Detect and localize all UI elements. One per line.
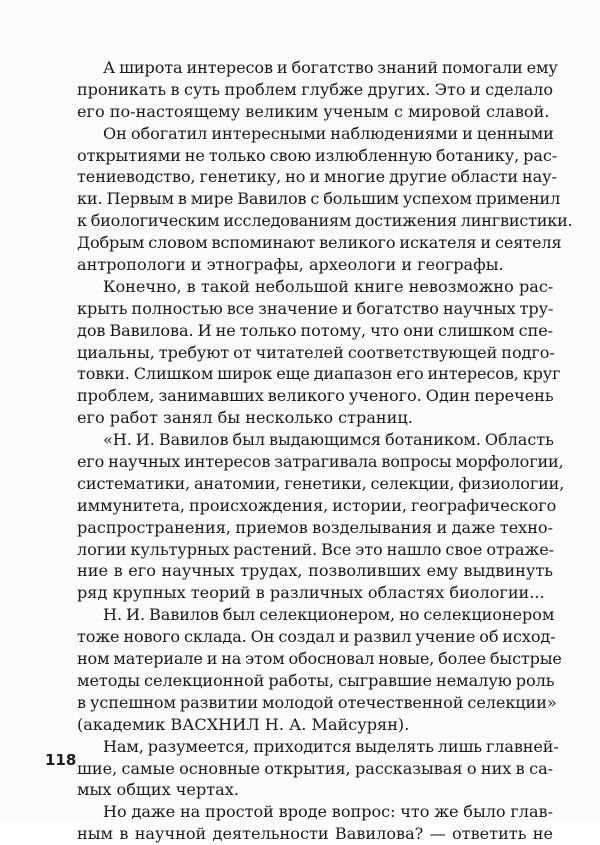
paragraph-3 bbox=[77, 276, 561, 429]
text-line: проблем, занимавших великого ученого. Один перечень bbox=[77, 386, 554, 406]
text-line: товки. Слишком широк еще диапазон его интересов, круг bbox=[77, 364, 561, 384]
text-line: «Н. И. Вавилов был выдающимся ботаником. Область bbox=[103, 430, 554, 450]
text-line: ном материале и на этом обосновал новые, более быстрые bbox=[77, 649, 562, 669]
paragraph-6 bbox=[77, 736, 559, 802]
text-line: Конечно, в такой небольшой книге невозможно рас- bbox=[103, 276, 554, 296]
text-line: логии культурных растений. Все это нашло свое отраже- bbox=[77, 539, 554, 559]
paragraph-2 bbox=[77, 123, 573, 276]
text-line: его научных интересов затрагивала вопросы морфологии, bbox=[77, 452, 564, 472]
page-number: 118 bbox=[45, 751, 77, 769]
text-line: открытиями не только свою излюбленную ботанику, рас- bbox=[77, 145, 558, 165]
text-line: дов Вавилова. И не только потому, что они слишком спе- bbox=[77, 320, 553, 340]
text-line: методы селекционной работы, сыгравшие немалую роль bbox=[77, 670, 555, 690]
text-line: его работ занял бы несколько страниц. bbox=[77, 408, 413, 428]
text-line: А широта интересов и богатство знаний помогали ему bbox=[103, 58, 558, 77]
text-line: его по-настоящему великим ученым с мировой славой. bbox=[77, 101, 550, 121]
text-line: иммунитета, происхождения, истории, географического bbox=[77, 495, 557, 515]
text-line: крыть полностью все значение и богатство научных тру- bbox=[77, 298, 554, 318]
text-line: в успешном развитии молодой отечественной селекции» bbox=[77, 692, 557, 712]
text-line: ряд крупных теорий в различных областях биологии... bbox=[77, 583, 545, 603]
text-line: Нам, разумеется, приходится выделять лишь главней- bbox=[103, 736, 559, 756]
paragraph-4 bbox=[77, 429, 565, 604]
text-line: распространения, приемов возделывания и даже техно- bbox=[77, 517, 553, 537]
text-line: ние в его научных трудах, позволивших ему выдвинуть bbox=[77, 561, 553, 581]
text-line: проникать в суть проблем глубже других. Это и сделало bbox=[77, 79, 553, 99]
text-line: Добрым словом вспоминают великого искателя и сеятеля bbox=[77, 233, 562, 253]
text-line: циальны, требуют от читателей соответствующей подго- bbox=[77, 342, 555, 362]
text-line: ным в научной деятельности Вавилова? — ответить не bbox=[77, 824, 553, 844]
paragraph-5 bbox=[77, 604, 562, 735]
text-line: мых общих чертах. bbox=[77, 780, 239, 800]
paragraph-1 bbox=[77, 57, 558, 123]
text-line: антропологи и этнографы, археологи и географы. bbox=[77, 255, 504, 275]
body-text bbox=[77, 57, 573, 845]
text-line: систематики, анатомии, генетики, селекции, физиологии, bbox=[77, 473, 565, 493]
text-line: тениеводство, генетику, но и многие другие области нау- bbox=[77, 167, 557, 187]
text-line: шие, самые основные открытия, рассказывая о них в са- bbox=[77, 758, 553, 778]
text-line: Он обогатил интересными наблюдениями и ценными bbox=[103, 123, 554, 143]
text-line: Но даже на простой вроде вопрос: что же было глав- bbox=[103, 802, 553, 822]
text-line: ки. Первым в мире Вавилов с большим успехом применил bbox=[77, 189, 561, 209]
text-line: к биологическим исследованиям достижения лингвистики. bbox=[77, 211, 573, 231]
text-line: Н. И. Вавилов был селекционером, но селекционером bbox=[103, 605, 555, 625]
text-line: тоже нового склада. Он создал и развил учение об исход- bbox=[77, 627, 556, 647]
paragraph-7 bbox=[77, 801, 553, 845]
text-line: (академик ВАСХНИЛ Н. А. Майсурян). bbox=[77, 714, 410, 734]
